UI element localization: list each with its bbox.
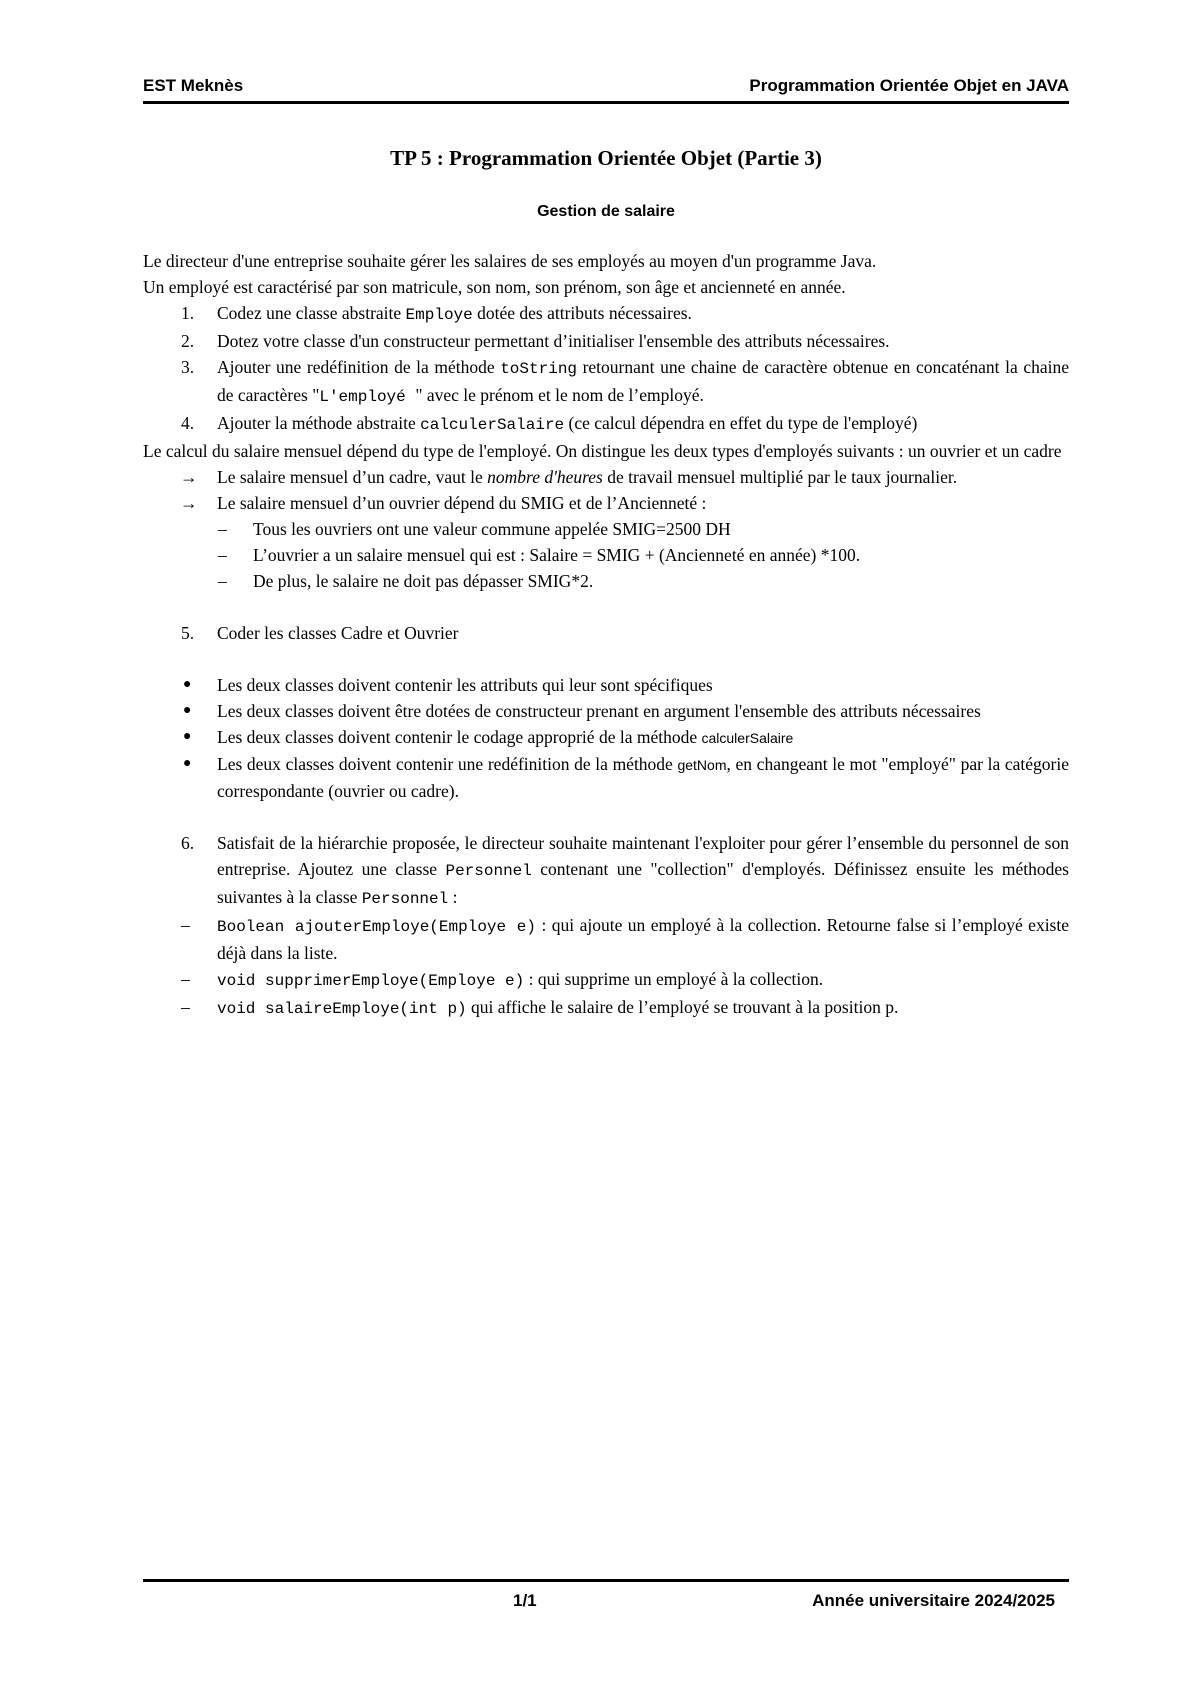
dash-item [143, 542, 1069, 568]
bullet-item [143, 698, 1069, 724]
code-tostring: toString [500, 360, 578, 378]
code-lemploye: L'employé [319, 388, 416, 406]
list-item-1 [143, 300, 1069, 328]
page-header [143, 74, 1069, 104]
calc-intro: Le calcul du salaire mensuel dépend du type de l'employé. On distingue les deux types d'employés suivants : un ouvrier et un cadre [143, 441, 1062, 461]
spacer [143, 594, 1069, 620]
spacer [143, 804, 1069, 830]
bullet-text: Les deux classes doivent contenir le codage approprié de la méthode [217, 727, 702, 747]
list-item-6 [143, 830, 1069, 912]
header-rule [143, 101, 1069, 104]
bullet-item [143, 672, 1069, 698]
bullet-item [143, 751, 1069, 804]
dash-icon: – [218, 545, 227, 565]
arrow-text: Le salaire mensuel d’un cadre, vaut le [217, 467, 488, 487]
item-text: : [448, 887, 458, 907]
bullet-text: Les deux classes doivent contenir les attributs qui leur sont spécifiques [217, 675, 713, 695]
dash-icon: – [218, 519, 227, 539]
bullet-text: , en changeant le mot "employé" par la catégorie correspondante (ouvrier ou cadre). [217, 754, 1069, 801]
dash-text: De plus, le salaire ne doit pas dépasser SMIG*2. [253, 571, 594, 591]
method-signature: void supprimerEmploye(Employe e) [217, 972, 525, 990]
method-description: qui affiche le salaire de l’employé se trouvant à la position p. [466, 997, 899, 1017]
item-text: (ce calcul dépendra en effet du type de l'employé) [564, 413, 918, 433]
item-text: dotée des attributs nécessaires. [472, 303, 692, 323]
method-description: : qui ajoute un employé à la collection. Retourne false si l’employé existe déjà dans la liste. [217, 915, 1070, 963]
academic-year: Année universitaire 2024/2025 [812, 1591, 1055, 1610]
bullet-icon: ● [183, 756, 192, 771]
item-text: Ajouter une redéfinition de la méthode [217, 357, 501, 377]
bullet-item [143, 724, 1069, 751]
bullet-text: Les deux classes doivent être dotées de constructeur prenant en argument l'ensemble des attributs nécessaires [217, 701, 981, 721]
list-item-4 [143, 410, 1069, 438]
bullet-icon: ● [183, 729, 192, 744]
item-number: 6. [181, 833, 195, 853]
item-text: Ajouter la méthode abstraite [217, 413, 421, 433]
dash-icon: – [218, 571, 227, 591]
method-item [143, 994, 1069, 1022]
code-employe: Employe [405, 306, 473, 324]
item-number: 5. [181, 623, 195, 643]
bullet-text: Les deux classes doivent contenir une redéfinition de la méthode [217, 754, 678, 774]
item-text: Codez une classe abstraite [217, 303, 406, 323]
item-text: retournant une chaine de caractère obtenue en concaténant la chaine de caractères " [217, 357, 1069, 405]
dash-icon: – [181, 915, 190, 935]
dash-icon: – [181, 969, 190, 989]
list-item-3 [143, 354, 1069, 410]
item-text: contenant une "collection" d'employés. Définissez ensuite les méthodes suivantes à la classe [217, 859, 1069, 907]
arrow-item-ouvrier [143, 490, 1069, 516]
footer-rule [143, 1579, 1069, 1582]
item-number: 3. [181, 357, 195, 377]
header-institution: EST Meknès [143, 76, 244, 95]
arrow-icon: → [180, 467, 198, 487]
item-number: 2. [181, 331, 195, 351]
method-item [143, 966, 1069, 994]
list-item-5 [143, 620, 1069, 646]
arrow-text: Le salaire mensuel d’un ouvrier dépend du SMIG et de l’Ancienneté : [217, 493, 707, 513]
item-number: 4. [181, 413, 195, 433]
header-course: Programmation Orientée Objet en JAVA [749, 76, 1069, 95]
list-item-2 [143, 328, 1069, 354]
dash-text: Tous les ouvriers ont une valeur commune appelée SMIG=2500 DH [253, 519, 731, 539]
method-description: : qui supprime un employé à la collection. [524, 969, 824, 989]
code-personnel: Personnel [445, 862, 532, 880]
code-personnel: Personnel [361, 890, 449, 908]
code-calculersalaire: calculerSalaire [420, 416, 565, 434]
item-text: Coder les classes Cadre et Ouvrier [217, 623, 459, 643]
arrow-icon: → [180, 493, 198, 513]
spacer [143, 646, 1069, 672]
emphasis-text: nombre d'heures [487, 467, 603, 487]
code-calculersalaire: calculerSalaire [701, 730, 794, 746]
dash-text: L’ouvrier a un salaire mensuel qui est : Salaire = SMIG + (Ancienneté en année) *100. [253, 545, 861, 565]
method-item [143, 912, 1069, 966]
method-signature: Boolean ajouterEmploye(Employe e) [217, 918, 537, 936]
dash-item [143, 568, 1069, 594]
item-text: " avec le prénom et le nom de l’employé. [415, 385, 704, 405]
bullet-icon: ● [183, 677, 192, 692]
method-signature: void salaireEmploye(int p) [217, 1000, 467, 1018]
bullet-icon: ● [183, 703, 192, 718]
intro-line-1: Le directeur d'une entreprise souhaite gérer les salaires de ses employés au moyen d'un programme Java. [143, 251, 877, 271]
arrow-text: de travail mensuel multiplié par le taux journalier. [602, 467, 958, 487]
page-number: 1/1 [513, 1591, 537, 1610]
intro-line-2: Un employé est caractérisé par son matricule, son nom, son prénom, son âge et ancienneté en année. [143, 277, 846, 297]
arrow-item-cadre [143, 464, 1069, 490]
dash-icon: – [181, 997, 190, 1017]
page-footer [143, 1589, 1069, 1619]
item-text: Dotez votre classe d'un constructeur permettant d’initialiser l'ensemble des attributs nécessaires. [217, 331, 890, 351]
document-title: TP 5 : Programmation Orientée Objet (Partie 3) [390, 146, 822, 170]
dash-item [143, 516, 1069, 542]
code-getnom: getNom [677, 757, 727, 773]
item-text: Satisfait de la hiérarchie proposée, le directeur souhaite maintenant l'exploiter pour gérer l’ensemble du personnel de son entreprise. Ajoutez une classe [217, 833, 1069, 879]
document-subtitle: Gestion de salaire [537, 203, 675, 220]
document-body [143, 248, 1069, 1022]
item-number: 1. [181, 303, 195, 323]
